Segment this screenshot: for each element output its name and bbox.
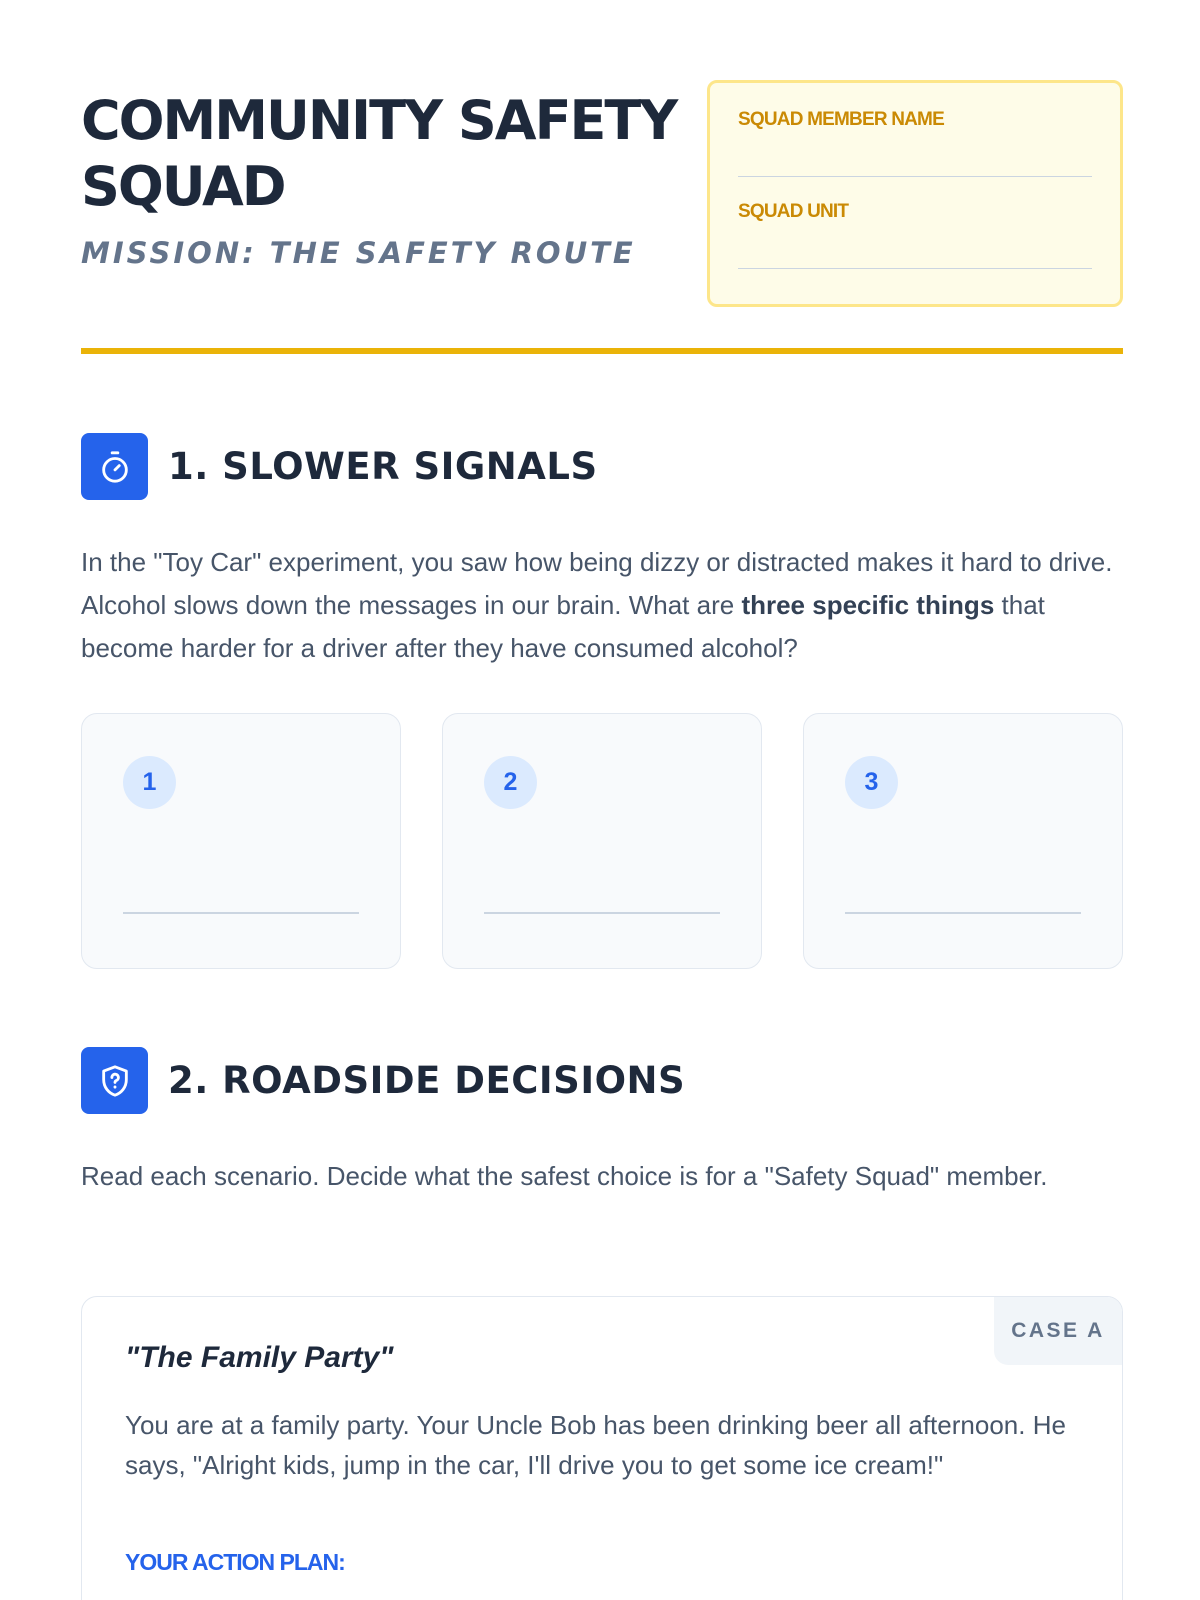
case-title: "The Family Party" (125, 1341, 394, 1374)
unit-field-line[interactable] (738, 268, 1092, 269)
answer-line[interactable] (484, 912, 720, 914)
answer-number-badge: 3 (845, 756, 898, 809)
section-2-instructions: Read each scenario. Decide what the safest choice is for a "Safety Squad" member. (81, 1161, 1048, 1191)
student-id-card (707, 80, 1123, 307)
answer-boxes (81, 713, 1123, 969)
header-divider (81, 348, 1123, 354)
case-text: You are at a family party. Your Uncle Bob has been drinking beer all afternoon. He says, "Alright kids, jump in the car, I'll drive you to get some ice cream!" (125, 1410, 1066, 1480)
prompt-text-2: that become harder for a driver after they have consumed alcohol? (81, 590, 1045, 663)
prompt-text-1: In the "Toy Car" experiment, you saw how being dizzy or distracted makes it hard to drive. Alcohol slows down the messages in our brain. What are (81, 547, 1113, 620)
answer-number-badge: 1 (123, 756, 176, 809)
section-2-title: 2. ROADSIDE DECISIONS (168, 1059, 686, 1102)
prompt-emphasis: three specific things (741, 590, 995, 620)
answer-box-1[interactable] (81, 713, 401, 969)
page-subtitle: MISSION: THE SAFETY ROUTE (81, 236, 636, 270)
scenario-card-a (81, 1296, 1123, 1600)
section-2-heading (81, 1047, 685, 1114)
action-plan-label: YOUR ACTION PLAN: (125, 1549, 345, 1575)
answer-box-2[interactable] (442, 713, 762, 969)
answer-line[interactable] (845, 912, 1081, 914)
worksheet-header (81, 80, 1121, 350)
answer-box-3[interactable] (803, 713, 1123, 969)
page-title: COMMUNITY SAFETY SQUAD (81, 89, 677, 218)
stopwatch-icon (81, 433, 148, 500)
shield-question-icon (81, 1047, 148, 1114)
title-block (81, 88, 721, 270)
section-1-heading (81, 433, 598, 500)
answer-line[interactable] (123, 912, 359, 914)
name-field-label: SQUAD MEMBER NAME (738, 109, 944, 130)
section-1-prompt (81, 541, 1121, 670)
case-tag: CASE A (994, 1297, 1122, 1365)
section-1-title: 1. SLOWER SIGNALS (168, 445, 598, 488)
name-field-line[interactable] (738, 176, 1092, 177)
answer-number-badge: 2 (484, 756, 537, 809)
unit-field-label: SQUAD UNIT (738, 201, 849, 222)
